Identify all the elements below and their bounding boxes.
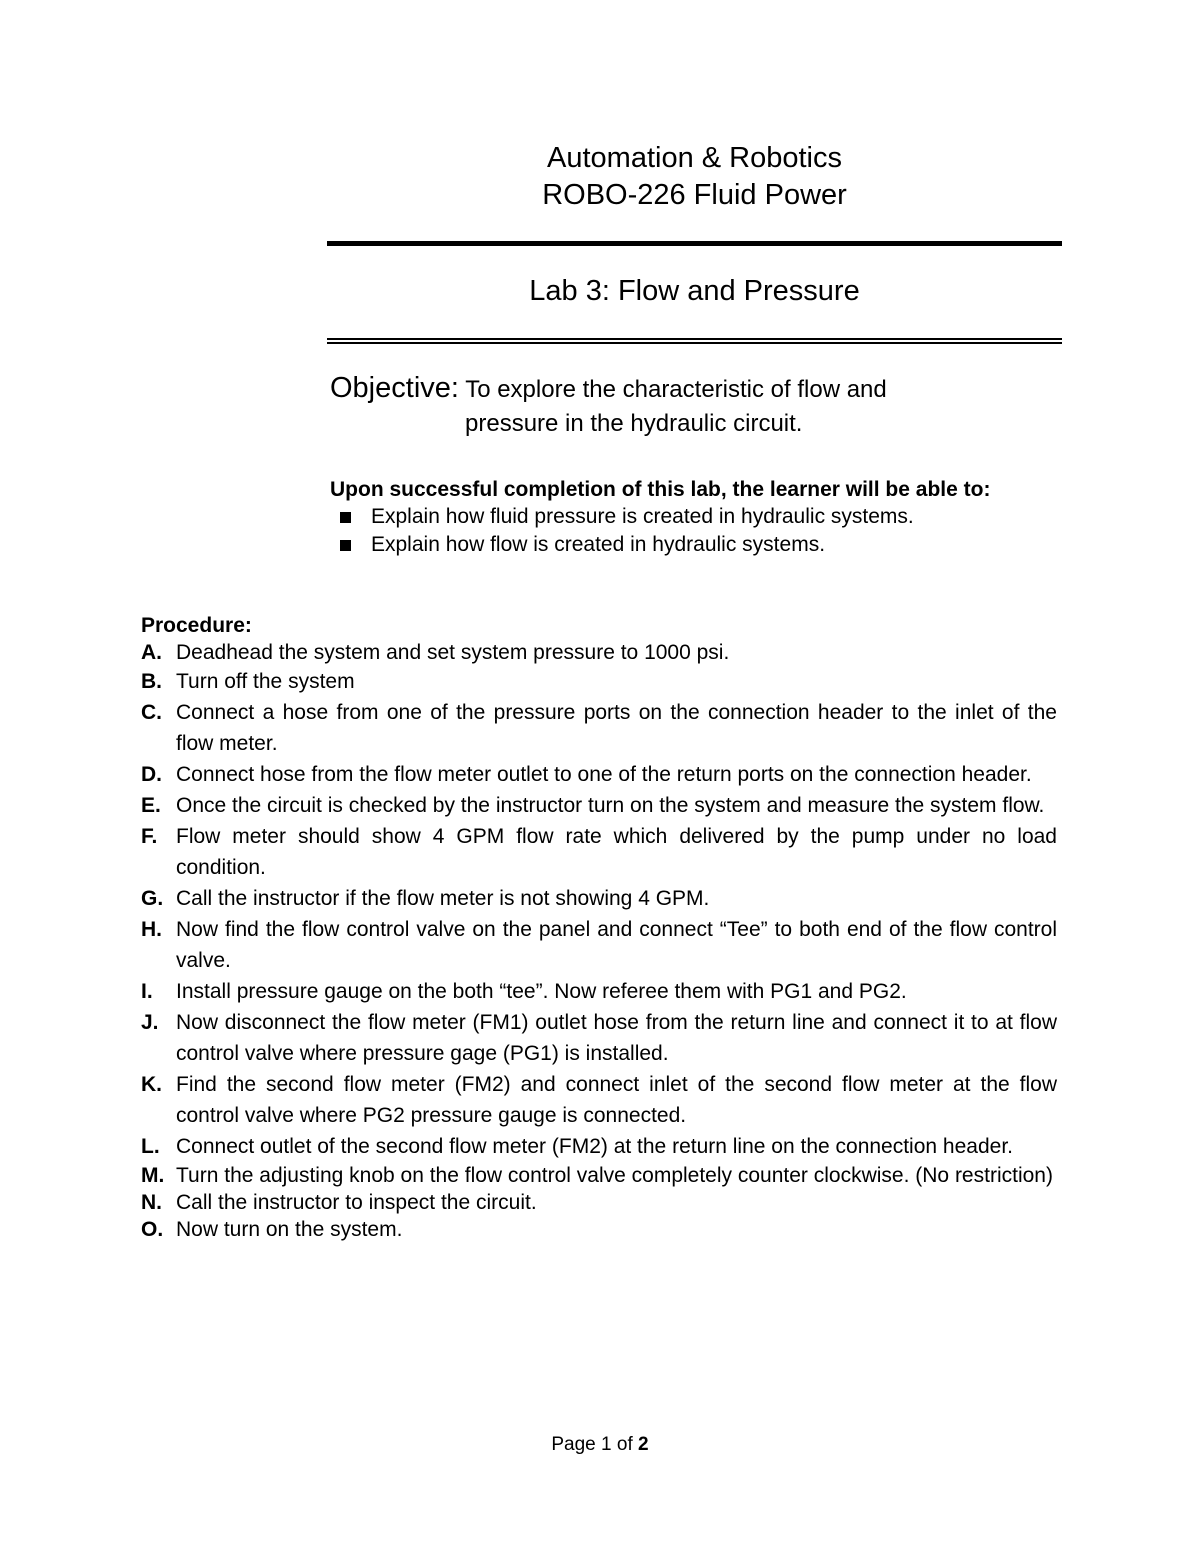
title-double-rule <box>327 338 1062 344</box>
step-text: Call the instructor to inspect the circuit. <box>176 1191 537 1214</box>
program-name: Automation & Robotics <box>547 142 842 174</box>
procedure-step <box>141 1069 1057 1131</box>
outcome-text: Explain how fluid pressure is created in hydraulic systems. <box>371 505 914 528</box>
step-text: Once the circuit is checked by the instructor turn on the system and measure the system flow. <box>176 794 1045 817</box>
objective-text-line2: pressure in the hydraulic circuit. <box>465 410 803 437</box>
step-letter: C. <box>141 701 162 724</box>
step-letter: A. <box>141 641 162 664</box>
procedure-step <box>141 883 1057 914</box>
procedure-step <box>141 1007 1057 1069</box>
outcomes-intro: Upon successful completion of this lab, the learner will be able to: <box>330 478 991 501</box>
procedure-step <box>141 1131 1057 1162</box>
procedure-step <box>141 790 1057 821</box>
step-text: Deadhead the system and set system pressure to 1000 psi. <box>176 641 730 664</box>
procedure-step <box>141 1216 1057 1243</box>
step-letter: M. <box>141 1164 165 1187</box>
square-bullet-icon <box>340 512 351 523</box>
course-name: ROBO-226 Fluid Power <box>542 179 847 211</box>
outcome-text: Explain how flow is created in hydraulic systems. <box>371 533 826 556</box>
step-text: Now find the flow control valve on the panel and connect “Tee” to both end of the flow control valve. <box>176 918 1057 972</box>
step-text: Call the instructor if the flow meter is not showing 4 GPM. <box>176 887 710 910</box>
procedure-step <box>141 1189 1057 1216</box>
step-text: Now turn on the system. <box>176 1218 403 1241</box>
step-text: Connect outlet of the second flow meter (FM2) at the return line on the connection header. <box>176 1135 1013 1158</box>
procedure-step <box>141 666 1057 697</box>
learning-outcomes <box>330 476 1058 559</box>
step-letter: O. <box>141 1218 164 1241</box>
procedure-step <box>141 639 1057 666</box>
procedure-title: Procedure: <box>141 614 252 637</box>
procedure-step <box>141 1162 1057 1189</box>
of-word: of <box>616 1434 633 1455</box>
step-text: Install pressure gauge on the both “tee”. Now referee them with PG1 and PG2. <box>176 980 907 1003</box>
procedure-step <box>141 821 1057 883</box>
step-letter: L. <box>141 1135 160 1158</box>
step-text: Now disconnect the flow meter (FM1) outlet hose from the return line and connect it to at flow control valve where pressure gage (PG1) is installed. <box>176 1011 1057 1065</box>
step-text: Turn the adjusting knob on the flow control valve completely counter clockwise. (No restriction) <box>176 1164 1053 1187</box>
square-bullet-icon <box>340 540 351 551</box>
objective-text-line1: To explore the characteristic of flow and <box>465 376 887 403</box>
step-letter: G. <box>141 887 164 910</box>
outcome-item <box>330 503 1058 531</box>
step-letter: F. <box>141 825 158 848</box>
objective-block <box>330 371 1065 441</box>
step-text: Connect a hose from one of the pressure ports on the connection header to the inlet of the flow meter. <box>176 701 1057 755</box>
step-letter: K. <box>141 1073 162 1096</box>
step-letter: H. <box>141 918 162 941</box>
procedure-step <box>141 976 1057 1007</box>
step-letter: J. <box>141 1011 159 1034</box>
document-header <box>327 140 1062 214</box>
step-text: Turn off the system <box>176 670 355 693</box>
page-footer <box>0 1433 1200 1457</box>
step-text: Flow meter should show 4 GPM flow rate which delivered by the pump under no load condition. <box>176 825 1057 879</box>
step-text: Find the second flow meter (FM2) and connect inlet of the second flow meter at the flow control valve where PG2 pressure gauge is connected. <box>176 1073 1057 1127</box>
outcome-item <box>330 531 1058 559</box>
page-total: 2 <box>638 1434 649 1455</box>
page-current: 1 <box>601 1434 612 1455</box>
lab-title: Lab 3: Flow and Pressure <box>529 275 860 307</box>
step-letter: D. <box>141 763 162 786</box>
step-text: Connect hose from the flow meter outlet to one of the return ports on the connection header. <box>176 763 1032 786</box>
page-word: Page <box>551 1434 596 1455</box>
procedure-steps <box>141 639 1057 1243</box>
step-letter: I. <box>141 980 153 1003</box>
step-letter: N. <box>141 1191 162 1214</box>
step-letter: E. <box>141 794 161 817</box>
procedure-step <box>141 697 1057 759</box>
procedure-step <box>141 914 1057 976</box>
procedure-section <box>141 612 1057 1243</box>
procedure-step <box>141 759 1057 790</box>
step-letter: B. <box>141 670 162 693</box>
outcomes-list <box>330 503 1058 559</box>
objective-label: Objective: <box>330 372 459 404</box>
header-rule <box>327 241 1062 246</box>
